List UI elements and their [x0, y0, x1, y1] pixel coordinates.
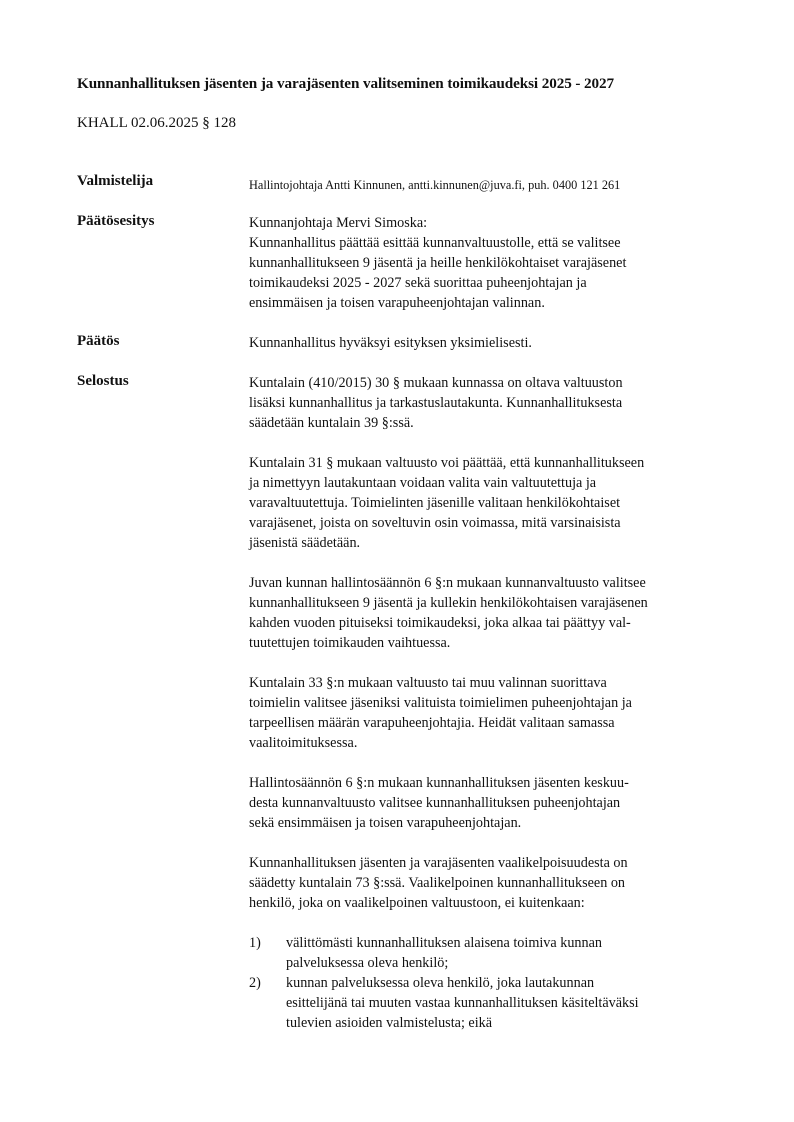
- paragraph-line: vaalitoimituksessa.: [249, 735, 358, 751]
- proposal-line: Kunnanhallitus päättää esittää kunnanvaltuustolle, että se valitsee: [249, 235, 621, 251]
- decision-text: Kunnanhallitus hyväksyi esityksen yksimielisesti.: [249, 335, 532, 351]
- selostus-paragraph: [249, 773, 749, 833]
- paragraph-line: säädetään kuntalain 39 §:ssä.: [249, 415, 414, 431]
- list-item: [249, 973, 749, 1033]
- paragraph-line: jäsenistä säädetään.: [249, 535, 361, 551]
- valmistelija-content: [249, 175, 749, 195]
- paragraph-line: Hallintosäännön 6 §:n mukaan kunnanhallituksen jäsenten keskuu-: [249, 775, 629, 791]
- paatosesitys-content: [249, 213, 749, 313]
- list-line: esittelijänä tai muuten vastaa kunnanhallituksen käsiteltäväksi: [286, 995, 639, 1011]
- paragraph-line: henkilö, joka on vaalikelpoinen valtuustoon, ei kuitenkaan:: [249, 895, 585, 911]
- paragraph-line: sekä ensimmäisen ja toisen varapuheenjohtajan.: [249, 815, 522, 831]
- preparer-text: Hallintojohtaja Antti Kinnunen, antti.kinnunen@juva.fi, puh. 0400 121 261: [249, 178, 621, 192]
- selostus-paragraph: [249, 853, 749, 913]
- selostus-label: Selostus: [77, 373, 129, 389]
- paragraph-line: Kuntalain 33 §:n mukaan valtuusto tai muu valinnan suorittava: [249, 675, 607, 691]
- meeting-reference: KHALL 02.06.2025 § 128: [77, 115, 237, 131]
- paragraph-line: Kunnanhallituksen jäsenten ja varajäsenten vaalikelpoisuudesta on: [249, 855, 628, 871]
- list-line: tulevien asioiden valmistelusta; eikä: [286, 1015, 493, 1031]
- paragraph-line: kahden vuoden pituiseksi toimikaudeksi, joka alkaa tai päättyy val-: [249, 615, 631, 631]
- proposal-line: Kunnanjohtaja Mervi Simoska:: [249, 215, 428, 231]
- selostus-paragraph: [249, 673, 749, 753]
- selostus-content: [249, 373, 749, 1033]
- paragraph-line: ja nimettyyn lautakuntaan voidaan valita vain valtuutettuja ja: [249, 475, 597, 491]
- proposal-line: ensimmäisen ja toisen varapuheenjohtajan valinnan.: [249, 295, 545, 311]
- list-line: välittömästi kunnanhallituksen alaisena toimiva kunnan: [286, 935, 602, 951]
- paatos-label: Päätös: [77, 333, 120, 349]
- paragraph-line: desta kunnanvaltuusto valitsee kunnanhallituksen puheenjohtajan: [249, 795, 621, 811]
- list-line: palveluksessa oleva henkilö;: [286, 955, 449, 971]
- paatosesitys-label: Päätösesitys: [77, 213, 155, 229]
- selostus-paragraph: [249, 373, 749, 433]
- list-number: 1): [249, 935, 261, 951]
- document-title: Kunnanhallituksen jäsenten ja varajäsenten valitseminen toimikaudeksi 2025 - 2027: [77, 75, 615, 92]
- paragraph-line: varajäsenet, joista on soveltuvin osin voimassa, mitä varsinaisista: [249, 515, 621, 531]
- paragraph-line: Juvan kunnan hallintosäännön 6 §:n mukaan kunnanvaltuusto valitsee: [249, 575, 646, 591]
- paragraph-line: toimielin valitsee jäseniksi valituista toimielimen puheenjohtajan ja: [249, 695, 632, 711]
- proposal-line: kunnanhallitukseen 9 jäsentä ja heille henkilökohtaiset varajäsenet: [249, 255, 627, 271]
- paragraph-line: Kuntalain 31 § mukaan valtuusto voi päättää, että kunnanhallitukseen: [249, 455, 645, 471]
- paragraph-line: varavaltuutettuja. Toimielinten jäsenille valitaan henkilökohtaiset: [249, 495, 621, 511]
- valmistelija-label: Valmistelija: [77, 173, 154, 189]
- proposal-line: toimikaudeksi 2025 - 2027 sekä suorittaa puheenjohtajan ja: [249, 275, 587, 291]
- selostus-paragraph: [249, 573, 749, 653]
- list-item: [249, 933, 749, 973]
- eligibility-list: [249, 933, 749, 1033]
- paragraph-line: kunnanhallitukseen 9 jäsentä ja kullekin henkilökohtaisen varajäsenen: [249, 595, 648, 611]
- paragraph-line: lisäksi kunnanhallitus ja tarkastuslautakunta. Kunnanhallituksesta: [249, 395, 623, 411]
- paragraph-line: säädetty kuntalain 73 §:ssä. Vaalikelpoinen kunnanhallitukseen on: [249, 875, 626, 891]
- list-line: kunnan palveluksessa oleva henkilö, joka lautakunnan: [286, 975, 595, 991]
- paragraph-line: Kuntalain (410/2015) 30 § mukaan kunnassa on oltava valtuuston: [249, 375, 623, 391]
- selostus-paragraph: [249, 453, 749, 553]
- paragraph-line: tuutettujen toimikauden vaihtuessa.: [249, 635, 451, 651]
- paatos-content: [249, 333, 749, 353]
- paragraph-line: tarpeellisen määrän varapuheenjohtajia. Heidät valitaan samassa: [249, 715, 615, 731]
- list-number: 2): [249, 975, 261, 991]
